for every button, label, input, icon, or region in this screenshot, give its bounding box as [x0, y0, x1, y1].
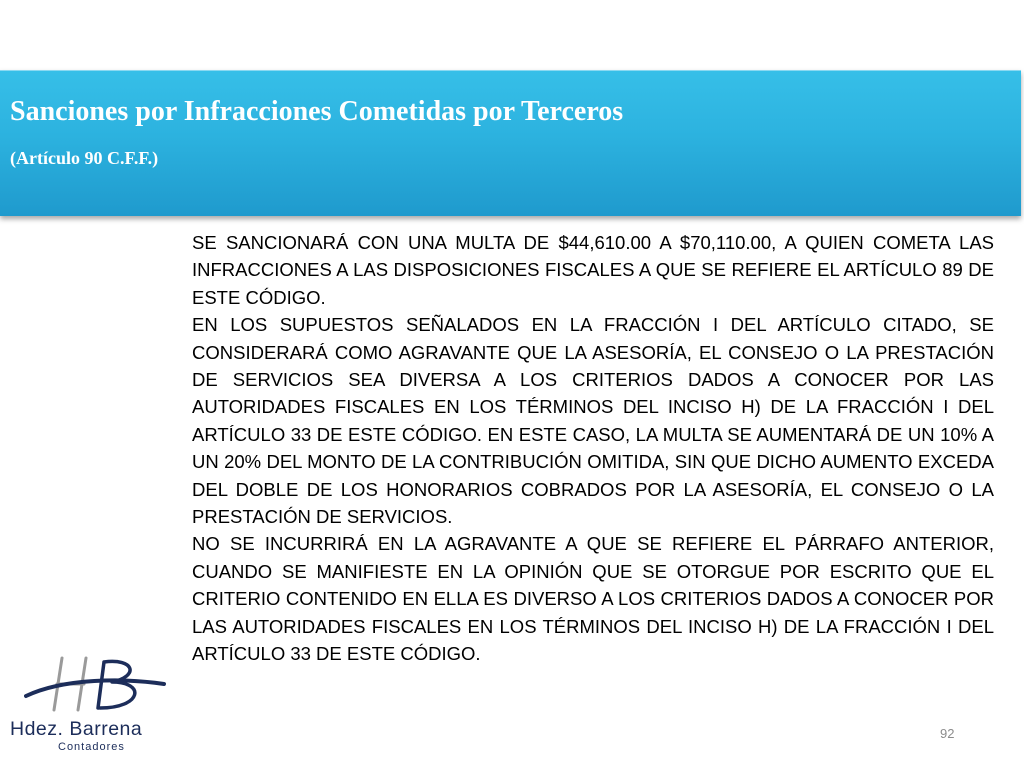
paragraph-1: SE SANCIONARÁ CON UNA MULTA DE $44,610.00 A $70,110.00, A QUIEN COMETA LAS INFRACCIONES A LAS DISPOSICIONES FISCALES A QUE SE REFIERE EL ARTÍCULO 89 DE ESTE CÓDIGO. — [192, 232, 994, 308]
body-text — [192, 229, 994, 668]
logo-company-name: Hdez. Barrena — [10, 718, 143, 740]
page-number: 92 — [940, 726, 955, 741]
title-banner — [0, 70, 1021, 216]
paragraph-2: EN LOS SUPUESTOS SEÑALADOS EN LA FRACCIÓN I DEL ARTÍCULO CITADO, SE CONSIDERARÁ COMO AGRAVANTE QUE LA ASESORÍA, EL CONSEJO O LA PRESTACIÓN DE SERVICIOS SEA DIVERSA A LOS CRITERIOS DADOS A CONOCER POR LAS AUTORIDADES FISCALES EN LOS TÉRMINOS DEL INCISO H) DE LA FRACCIÓN I DEL ARTÍCULO 33 DE ESTE CÓDIGO. EN ESTE CASO, LA MULTA SE AUMENTARÁ DE UN 10% A UN 20% DEL MONTO DE LA CONTRIBUCIÓN OMITIDA, SIN QUE DICHO AUMENTO EXCEDA DEL DOBLE DE LOS HONORARIOS COBRADOS POR LA ASESORÍA, EL CONSEJO O LA PRESTACIÓN DE SERVICIOS. — [192, 314, 994, 528]
company-logo — [6, 652, 192, 764]
slide-subtitle: (Artículo 90 C.F.F.) — [10, 148, 159, 168]
slide-title: Sanciones por Infracciones Cometidas por Terceros — [10, 96, 624, 127]
paragraph-3: NO SE INCURRIRÁ EN LA AGRAVANTE A QUE SE REFIERE EL PÁRRAFO ANTERIOR, CUANDO SE MANIFIESTE EN LA OPINIÓN QUE SE OTORGUE POR ESCRITO QUE EL CRITERIO CONTENIDO EN ELLA ES DIVERSO A LOS CRITERIOS DADOS A CONOCER POR LAS AUTORIDADES FISCALES EN LOS TÉRMINOS DEL INCISO H) DE LA FRACCIÓN I DEL ARTÍCULO 33 DE ESTE CÓDIGO. — [192, 533, 994, 665]
hb-monogram-logo-icon — [24, 652, 174, 720]
logo-tagline: Contadores — [58, 741, 125, 753]
